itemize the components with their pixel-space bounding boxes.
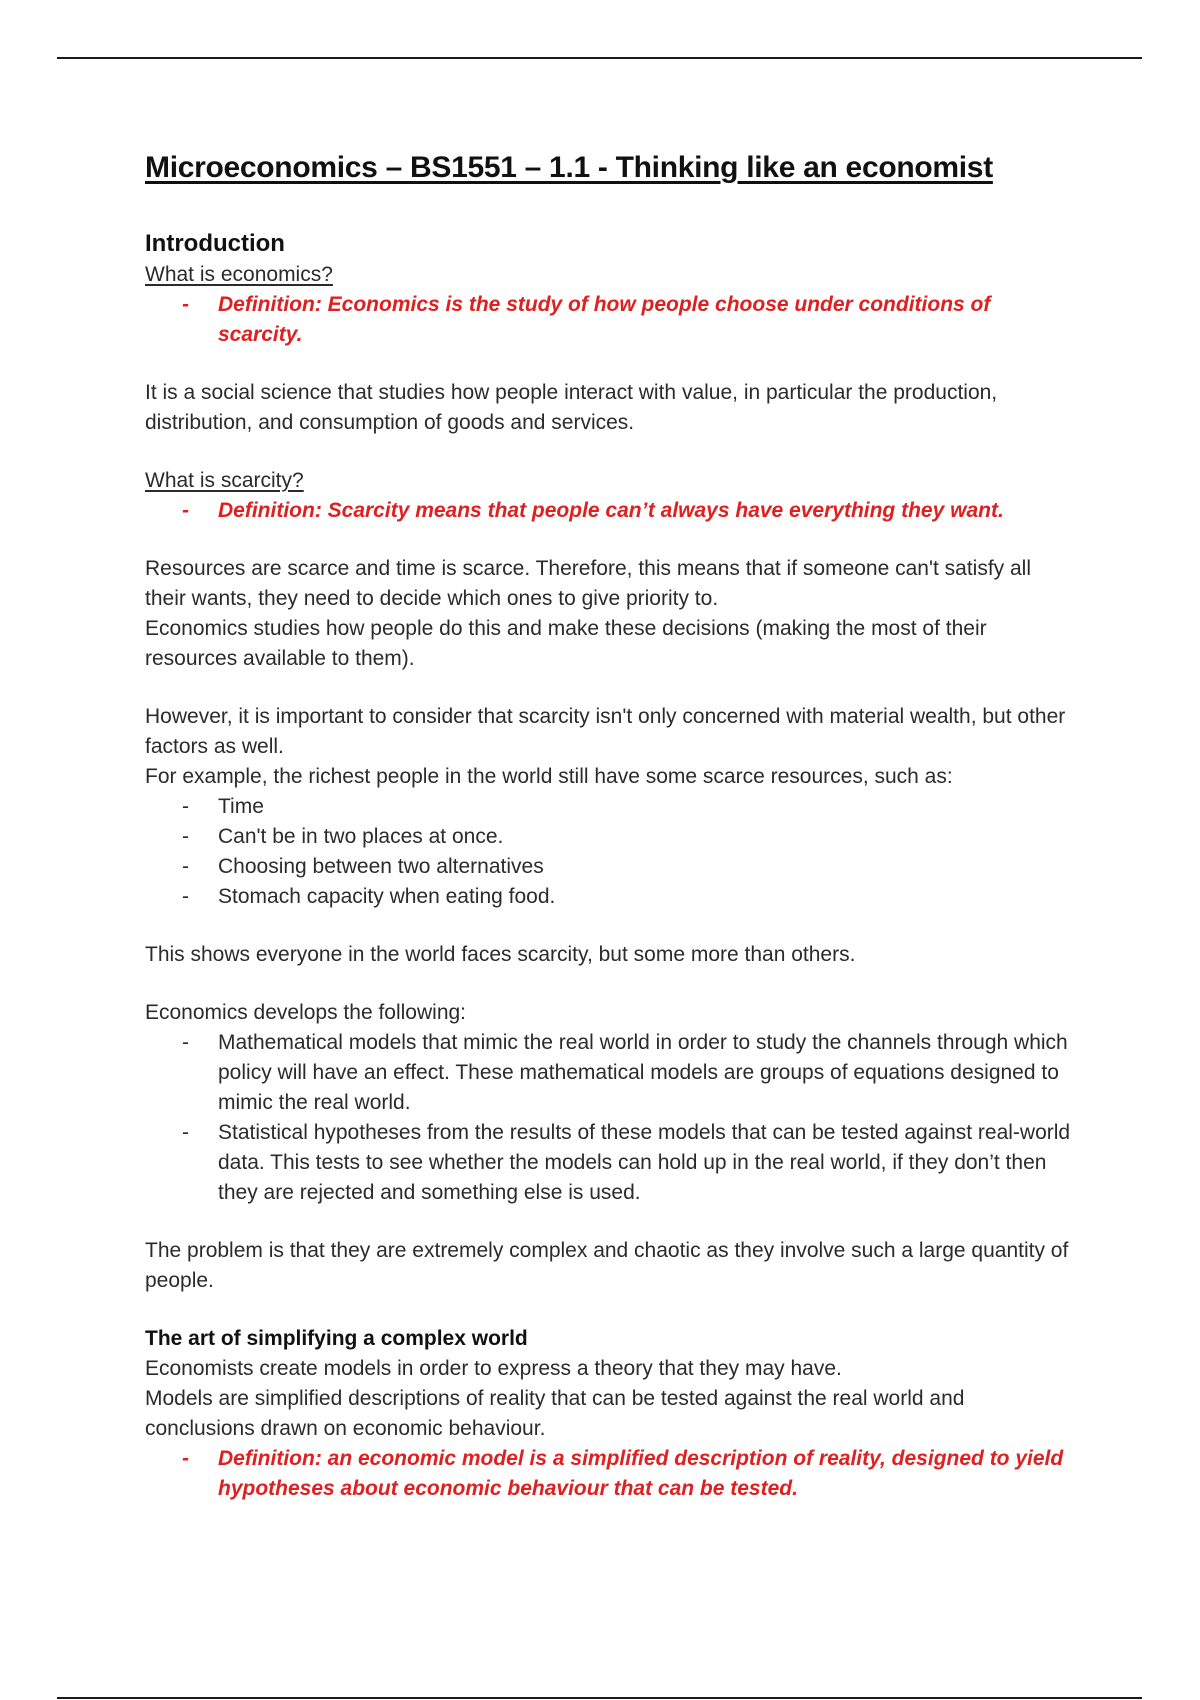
paragraph-economics-studies: Economics studies how people do this and make these decisions (making the most of their resources available to them).	[145, 617, 987, 670]
definition-economic-model: - Definition: an economic model is a simplified description of reality, designed to yield hypotheses about economic behaviour that can be tested.	[145, 1444, 1075, 1504]
document-title: Microeconomics – BS1551 – 1.1 - Thinking like an economist	[145, 151, 993, 184]
economics-develops-list	[145, 1028, 1075, 1208]
list-item: - Statistical hypotheses from the results of these models that can be tested against real-world data. This tests to see whether the models can hold up in the real world, if they don’t then they are rejected and something else is used.	[145, 1118, 1075, 1208]
top-rule	[57, 57, 1142, 59]
paragraph-richest-people: For example, the richest people in the world still have some scarce resources, such as:	[145, 765, 953, 788]
list-item: - Mathematical models that mimic the real world in order to study the channels through which policy will have an effect. These mathematical models are groups of equations designed to mimic the real world.	[145, 1028, 1075, 1118]
definition-list	[145, 290, 1075, 350]
subheading-what-is-economics: What is economics?	[145, 263, 333, 286]
definition-economics: - Definition: Economics is the study of how people choose under conditions of scarcity.	[145, 290, 1075, 350]
scarce-resources-list	[145, 792, 1075, 912]
section-heading-introduction: Introduction	[145, 230, 285, 257]
bottom-rule	[57, 1697, 1142, 1699]
paragraph-economists-create-models: Economists create models in order to express a theory that they may have.	[145, 1357, 842, 1380]
list-item: - Can't be in two places at once.	[145, 822, 1075, 852]
paragraph-everyone-faces-scarcity: This shows everyone in the world faces scarcity, but some more than others.	[145, 943, 856, 966]
paragraph-material-wealth: However, it is important to consider that scarcity isn't only concerned with material wealth, but other factors as well.	[145, 705, 1066, 758]
paragraph-social-science: It is a social science that studies how people interact with value, in particular the production, distribution, and consumption of goods and services.	[145, 381, 998, 434]
definition-list	[145, 496, 1075, 526]
section-heading-art-of-simplifying: The art of simplifying a complex world	[145, 1327, 528, 1350]
paragraph-economics-develops: Economics develops the following:	[145, 1001, 467, 1024]
subheading-what-is-scarcity: What is scarcity?	[145, 469, 304, 492]
definition-list	[145, 1444, 1075, 1504]
list-item: - Stomach capacity when eating food.	[145, 882, 1075, 912]
paragraph-resources-scarce: Resources are scarce and time is scarce. Therefore, this means that if someone can't satisfy all their wants, they need to decide which ones to give priority to.	[145, 557, 1032, 610]
list-item: - Time	[145, 792, 1075, 822]
document-page	[145, 148, 1075, 1504]
list-item: - Choosing between two alternatives	[145, 852, 1075, 882]
definition-scarcity: - Definition: Scarcity means that people can’t always have everything they want.	[145, 496, 1075, 526]
paragraph-models-simplified: Models are simplified descriptions of reality that can be tested against the real world and conclusions drawn on economic behaviour.	[145, 1387, 965, 1440]
paragraph-complex-chaotic: The problem is that they are extremely complex and chaotic as they involve such a large quantity of people.	[145, 1239, 1069, 1292]
